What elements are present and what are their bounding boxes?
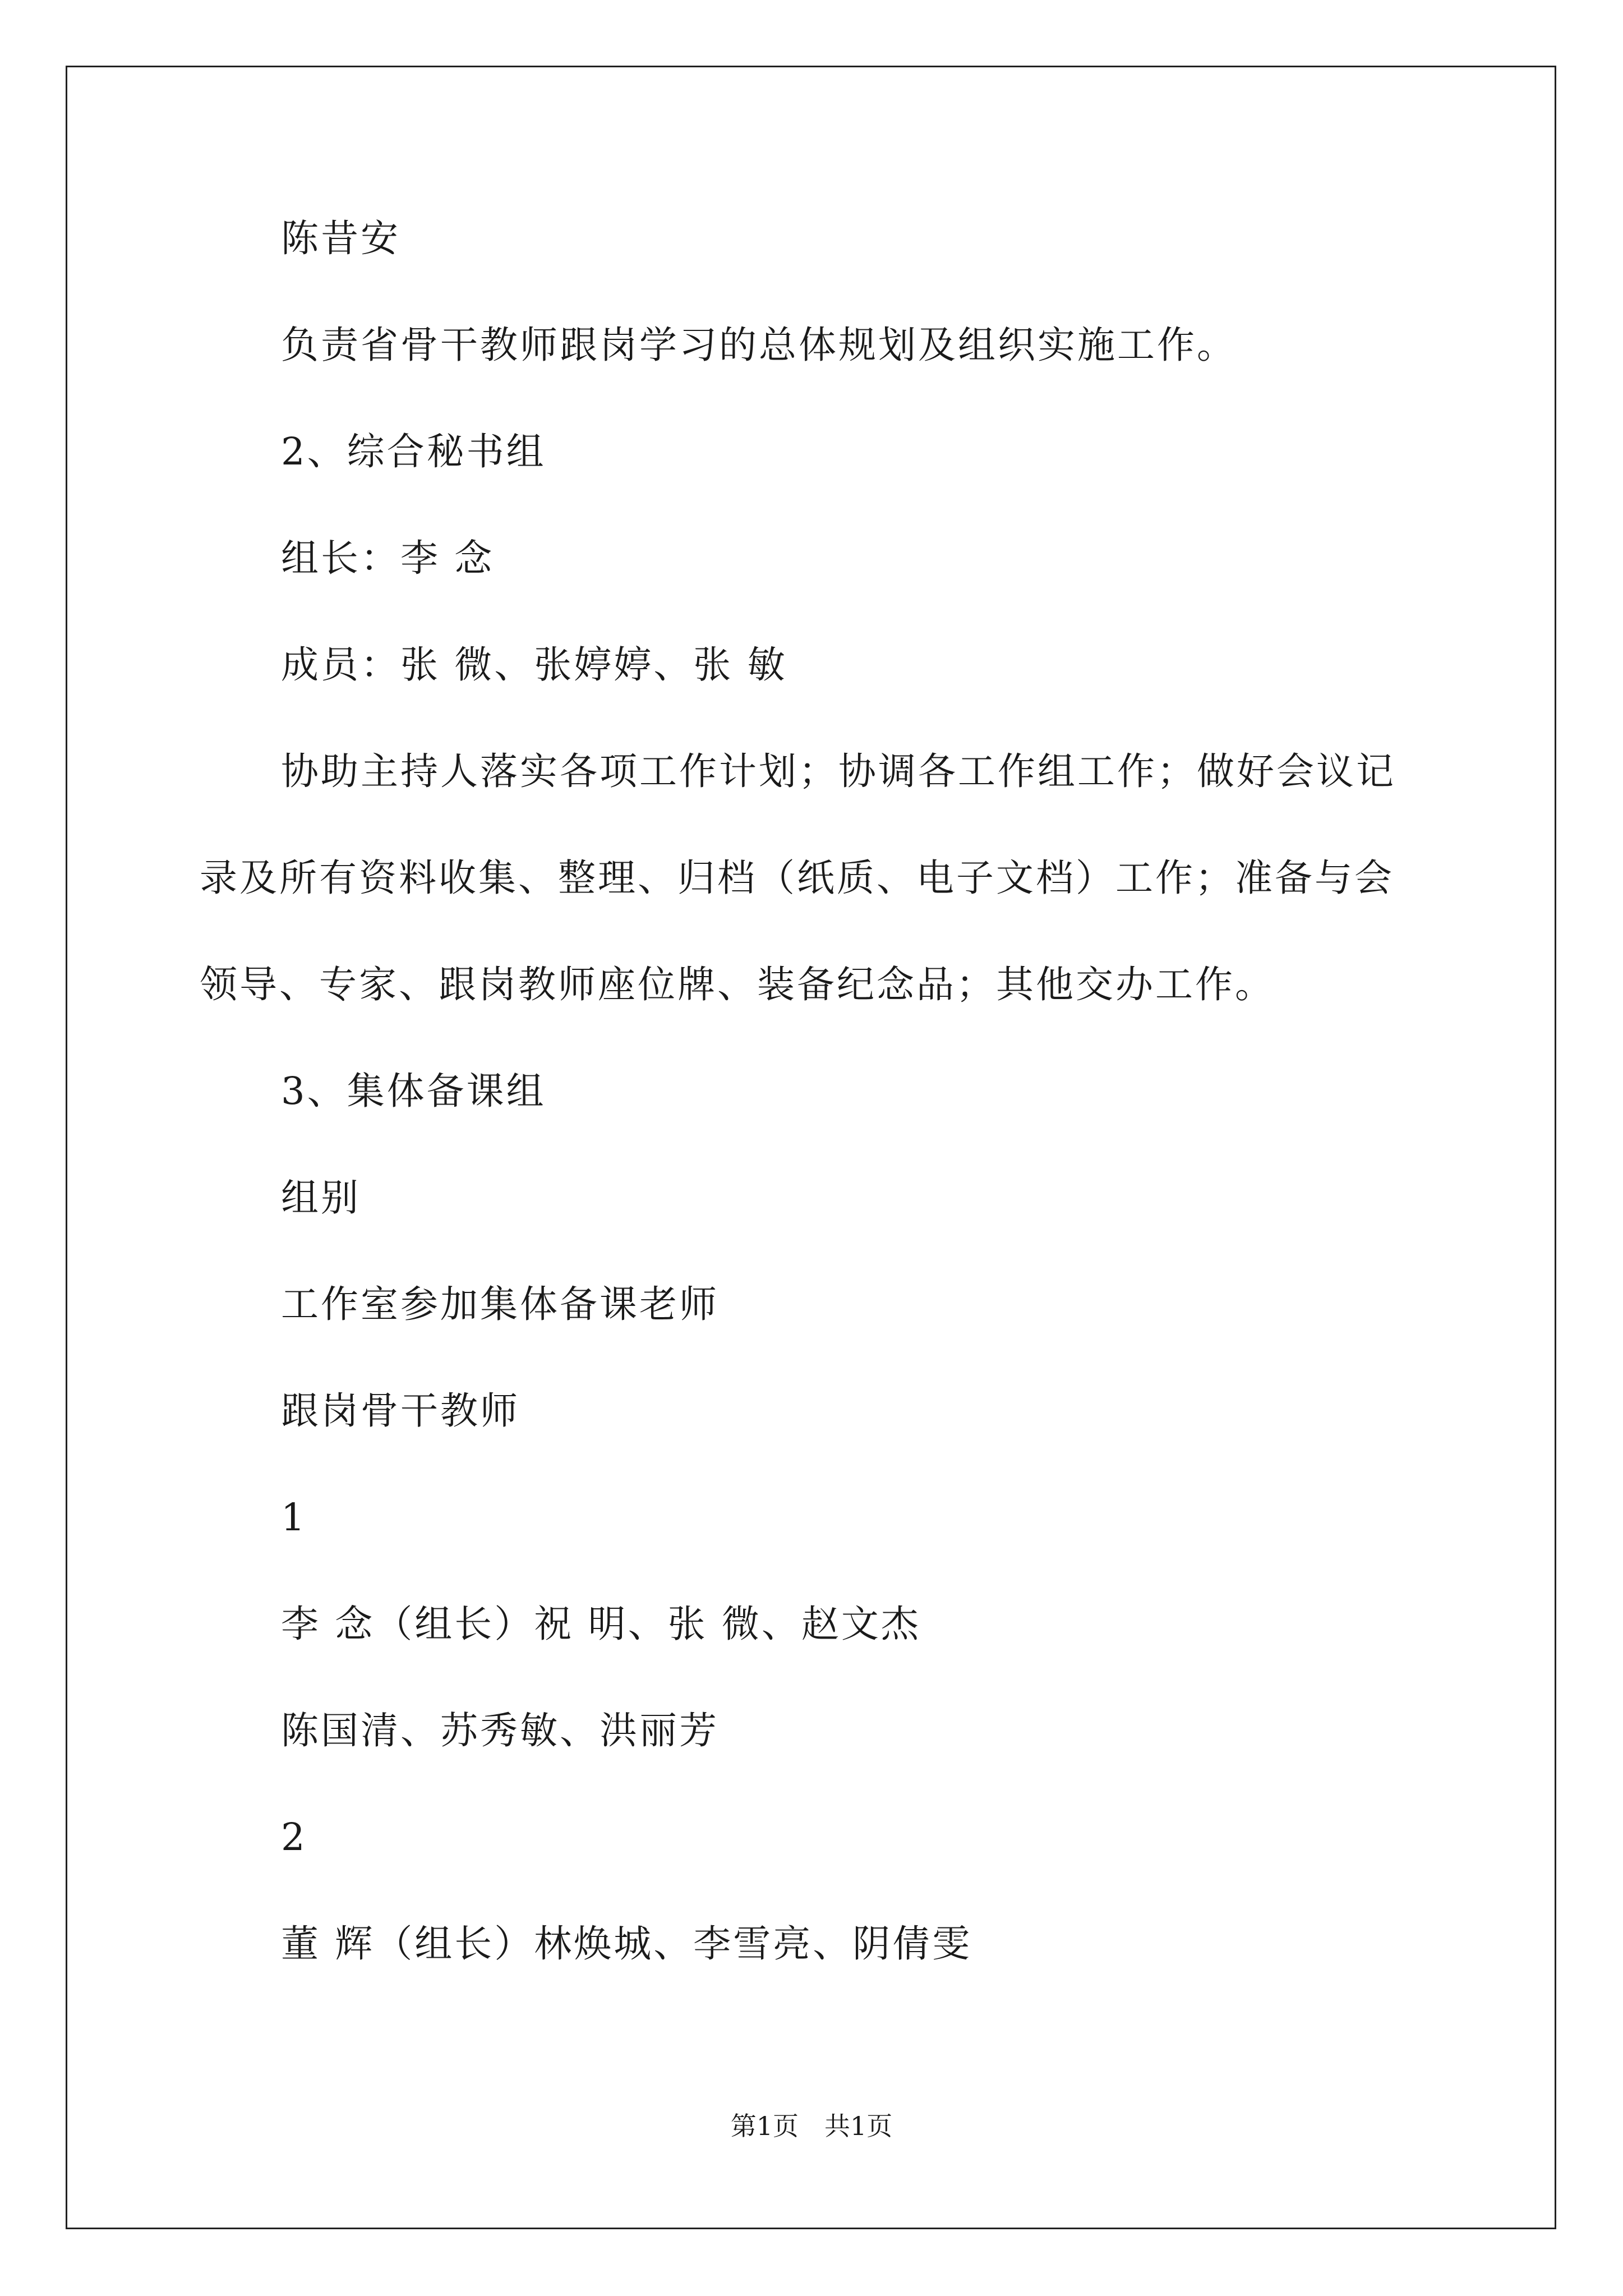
column-label-studio-teachers: 工作室参加集体备课老师 <box>281 1282 719 1326</box>
group-number-2: 2 <box>281 1815 307 1859</box>
page-border <box>66 66 1556 2229</box>
group-members-line: 成员：张 微、张婷婷、张 敏 <box>281 643 787 687</box>
responsibility-text: 负责省骨干教师跟岗学习的总体规划及组织实施工作。 <box>281 323 1237 367</box>
section-heading-secretariat: 2、综合秘书组 <box>281 430 546 473</box>
column-label-group: 组别 <box>281 1176 361 1220</box>
column-label-trainee-teachers: 跟岗骨干教师 <box>281 1389 520 1433</box>
section-heading-lesson-prep: 3、集体备课组 <box>281 1069 546 1113</box>
person-name: 陈昔安 <box>281 217 400 260</box>
group-1-trainee-teachers: 陈国清、苏秀敏、洪丽芳 <box>281 1709 719 1752</box>
group-number-1: 1 <box>281 1496 307 1539</box>
group-leader-line: 组长：李 念 <box>281 536 495 580</box>
page-total: 共1页 <box>824 2111 893 2141</box>
group-1-studio-teachers: 李 念（组长）祝 明、张 微、赵文杰 <box>281 1602 921 1646</box>
duties-paragraph-line-2: 录及所有资料收集、整理、归档（纸质、电子文档）工作；准备与会 <box>200 856 1394 900</box>
page-number: 第1页 <box>730 2111 799 2141</box>
group-2-studio-teachers: 董 辉（组长）林焕城、李雪亮、阴倩雯 <box>281 1922 972 1966</box>
page-footer <box>0 2109 1623 2143</box>
duties-paragraph-line-1: 协助主持人落实各项工作计划；协调各工作组工作；做好会议记 <box>281 749 1396 793</box>
duties-paragraph-line-3: 领导、专家、跟岗教师座位牌、装备纪念品；其他交办工作。 <box>200 963 1275 1006</box>
